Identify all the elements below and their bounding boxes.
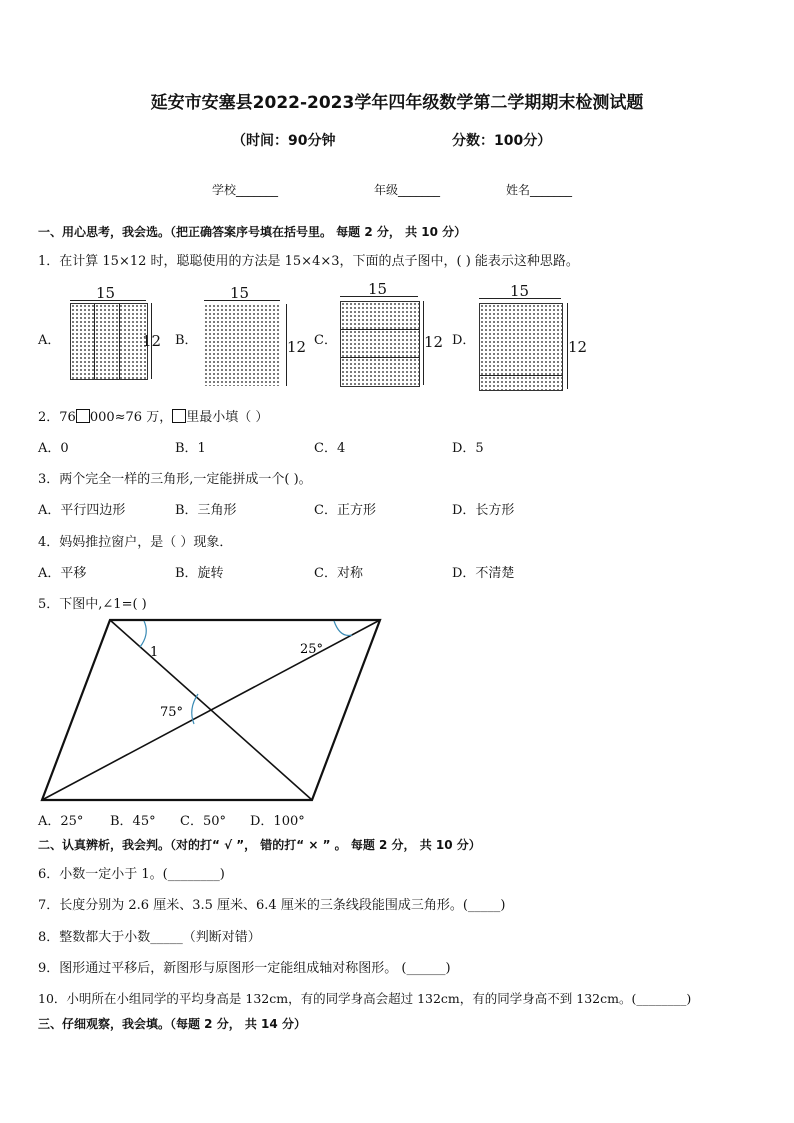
angle-75-label: 75°	[160, 705, 184, 720]
figure-c-label: C．	[314, 333, 337, 348]
q3-option-a: A．平行四边形	[38, 503, 126, 518]
question-2	[38, 406, 268, 425]
figure-b-height: 12	[287, 338, 307, 356]
question-4: 4．妈妈推拉窗户，是（ ）现象．	[38, 535, 233, 550]
figure-c-divider	[341, 357, 419, 358]
q3-option-c: C．正方形	[314, 503, 376, 518]
figure-a-divider	[119, 304, 120, 379]
section-3-heading: 三、仔细观察，我会填。（每题 2 分， 共 14 分）	[38, 1017, 306, 1031]
question-3: 3．两个完全一样的三角形,一定能拼成一个( )。	[38, 472, 312, 487]
figure-d-height: 12	[568, 338, 588, 356]
section-1-heading: 一、用心思考，我会选。（把正确答案序号填在括号里。 每题 2 分， 共 10 分）	[38, 225, 467, 239]
figure-a-width: 15	[96, 284, 116, 302]
angle-25-arc	[334, 621, 352, 635]
q3-option-b: B．三角形	[175, 503, 237, 518]
q4-option-c: C．对称	[314, 566, 363, 581]
figure-c-width: 15	[368, 280, 388, 298]
grade-field: 年级_______	[374, 183, 441, 197]
q2-option-a: A．0	[38, 441, 69, 456]
blank-box	[76, 409, 90, 423]
section-2-heading: 二、认真辨析，我会判。（对的打“ √ ”， 错的打“ × ” 。 每题 2 分， 共 10 分）	[38, 838, 481, 852]
figure-c-dot-grid	[340, 301, 420, 387]
exam-score: 分数：100分）	[452, 133, 552, 149]
question-10: 10．小明所在小组同学的平均身高是 132cm，有的同学身高会超过 132cm，有的同学身高不到 132cm。(________)	[38, 991, 692, 1006]
question-1: 1．在计算 15×12 时，聪聪使用的方法是 15×4×3，下面的点子图中，( ) 能表示这种思路。	[38, 254, 579, 269]
figure-d-width: 15	[510, 282, 530, 300]
q2-option-b: B．1	[175, 441, 206, 456]
figure-a-divider	[94, 304, 95, 379]
figure-a-dot-grid	[70, 303, 148, 380]
figure-d-dot-grid	[479, 303, 563, 391]
figure-d-label: D．	[452, 333, 476, 348]
figure-a-label: A．	[38, 333, 61, 348]
figure-b-width: 15	[230, 284, 250, 302]
q2-option-c: C．4	[314, 441, 346, 456]
question-6: 6．小数一定小于 1。(________)	[38, 867, 225, 882]
q3-option-d: D．长方形	[452, 503, 515, 518]
q4-option-d: D．不清楚	[452, 566, 515, 581]
q5-option-d: D．100°	[250, 814, 305, 829]
figure-c-divider	[341, 329, 419, 330]
q2-option-d: D．5	[452, 441, 484, 456]
angle-1-arc	[140, 621, 146, 647]
question-2-pre: 2．76	[38, 410, 76, 425]
question-2-post: 里最小填（ ）	[186, 410, 269, 425]
q4-option-a: A．平移	[38, 566, 87, 581]
question-7: 7．长度分别为 2.6 厘米、3.5 厘米、6.4 厘米的三条线段能围成三角形。(_____)	[38, 898, 506, 913]
question-8: 8．整数都大于小数_____（判断对错）	[38, 930, 261, 945]
angle-1-label: 1	[150, 645, 159, 660]
question-9: 9．图形通过平移后，新图形与原图形一定能组成轴对称图形。 (______)	[38, 961, 451, 976]
blank-box	[172, 409, 186, 423]
figure-d-divider	[480, 375, 562, 376]
parallelogram-figure	[30, 612, 400, 812]
figure-c-height: 12	[424, 333, 444, 351]
q4-option-b: B．旋转	[175, 566, 224, 581]
diagonal-2	[42, 620, 380, 800]
exam-title: 延安市安塞县2022-2023学年四年级数学第二学期期末检测试题	[150, 93, 644, 113]
figure-b-label: B．	[175, 333, 198, 348]
question-5: 5．下图中,∠1=( )	[38, 597, 147, 612]
q5-option-b: B．45°	[110, 814, 156, 829]
exam-time: （时间：90分钟	[232, 133, 336, 149]
figure-b-dot-grid	[204, 304, 280, 386]
figure-a-height: 12	[142, 332, 162, 350]
name-field: 姓名_______	[506, 183, 573, 197]
q5-option-c: C．50°	[180, 814, 226, 829]
question-2-mid: 000≈76 万，	[89, 410, 173, 425]
angle-25-label: 25°	[300, 642, 324, 657]
school-field: 学校_______	[212, 183, 279, 197]
q5-option-a: A．25°	[38, 814, 84, 829]
